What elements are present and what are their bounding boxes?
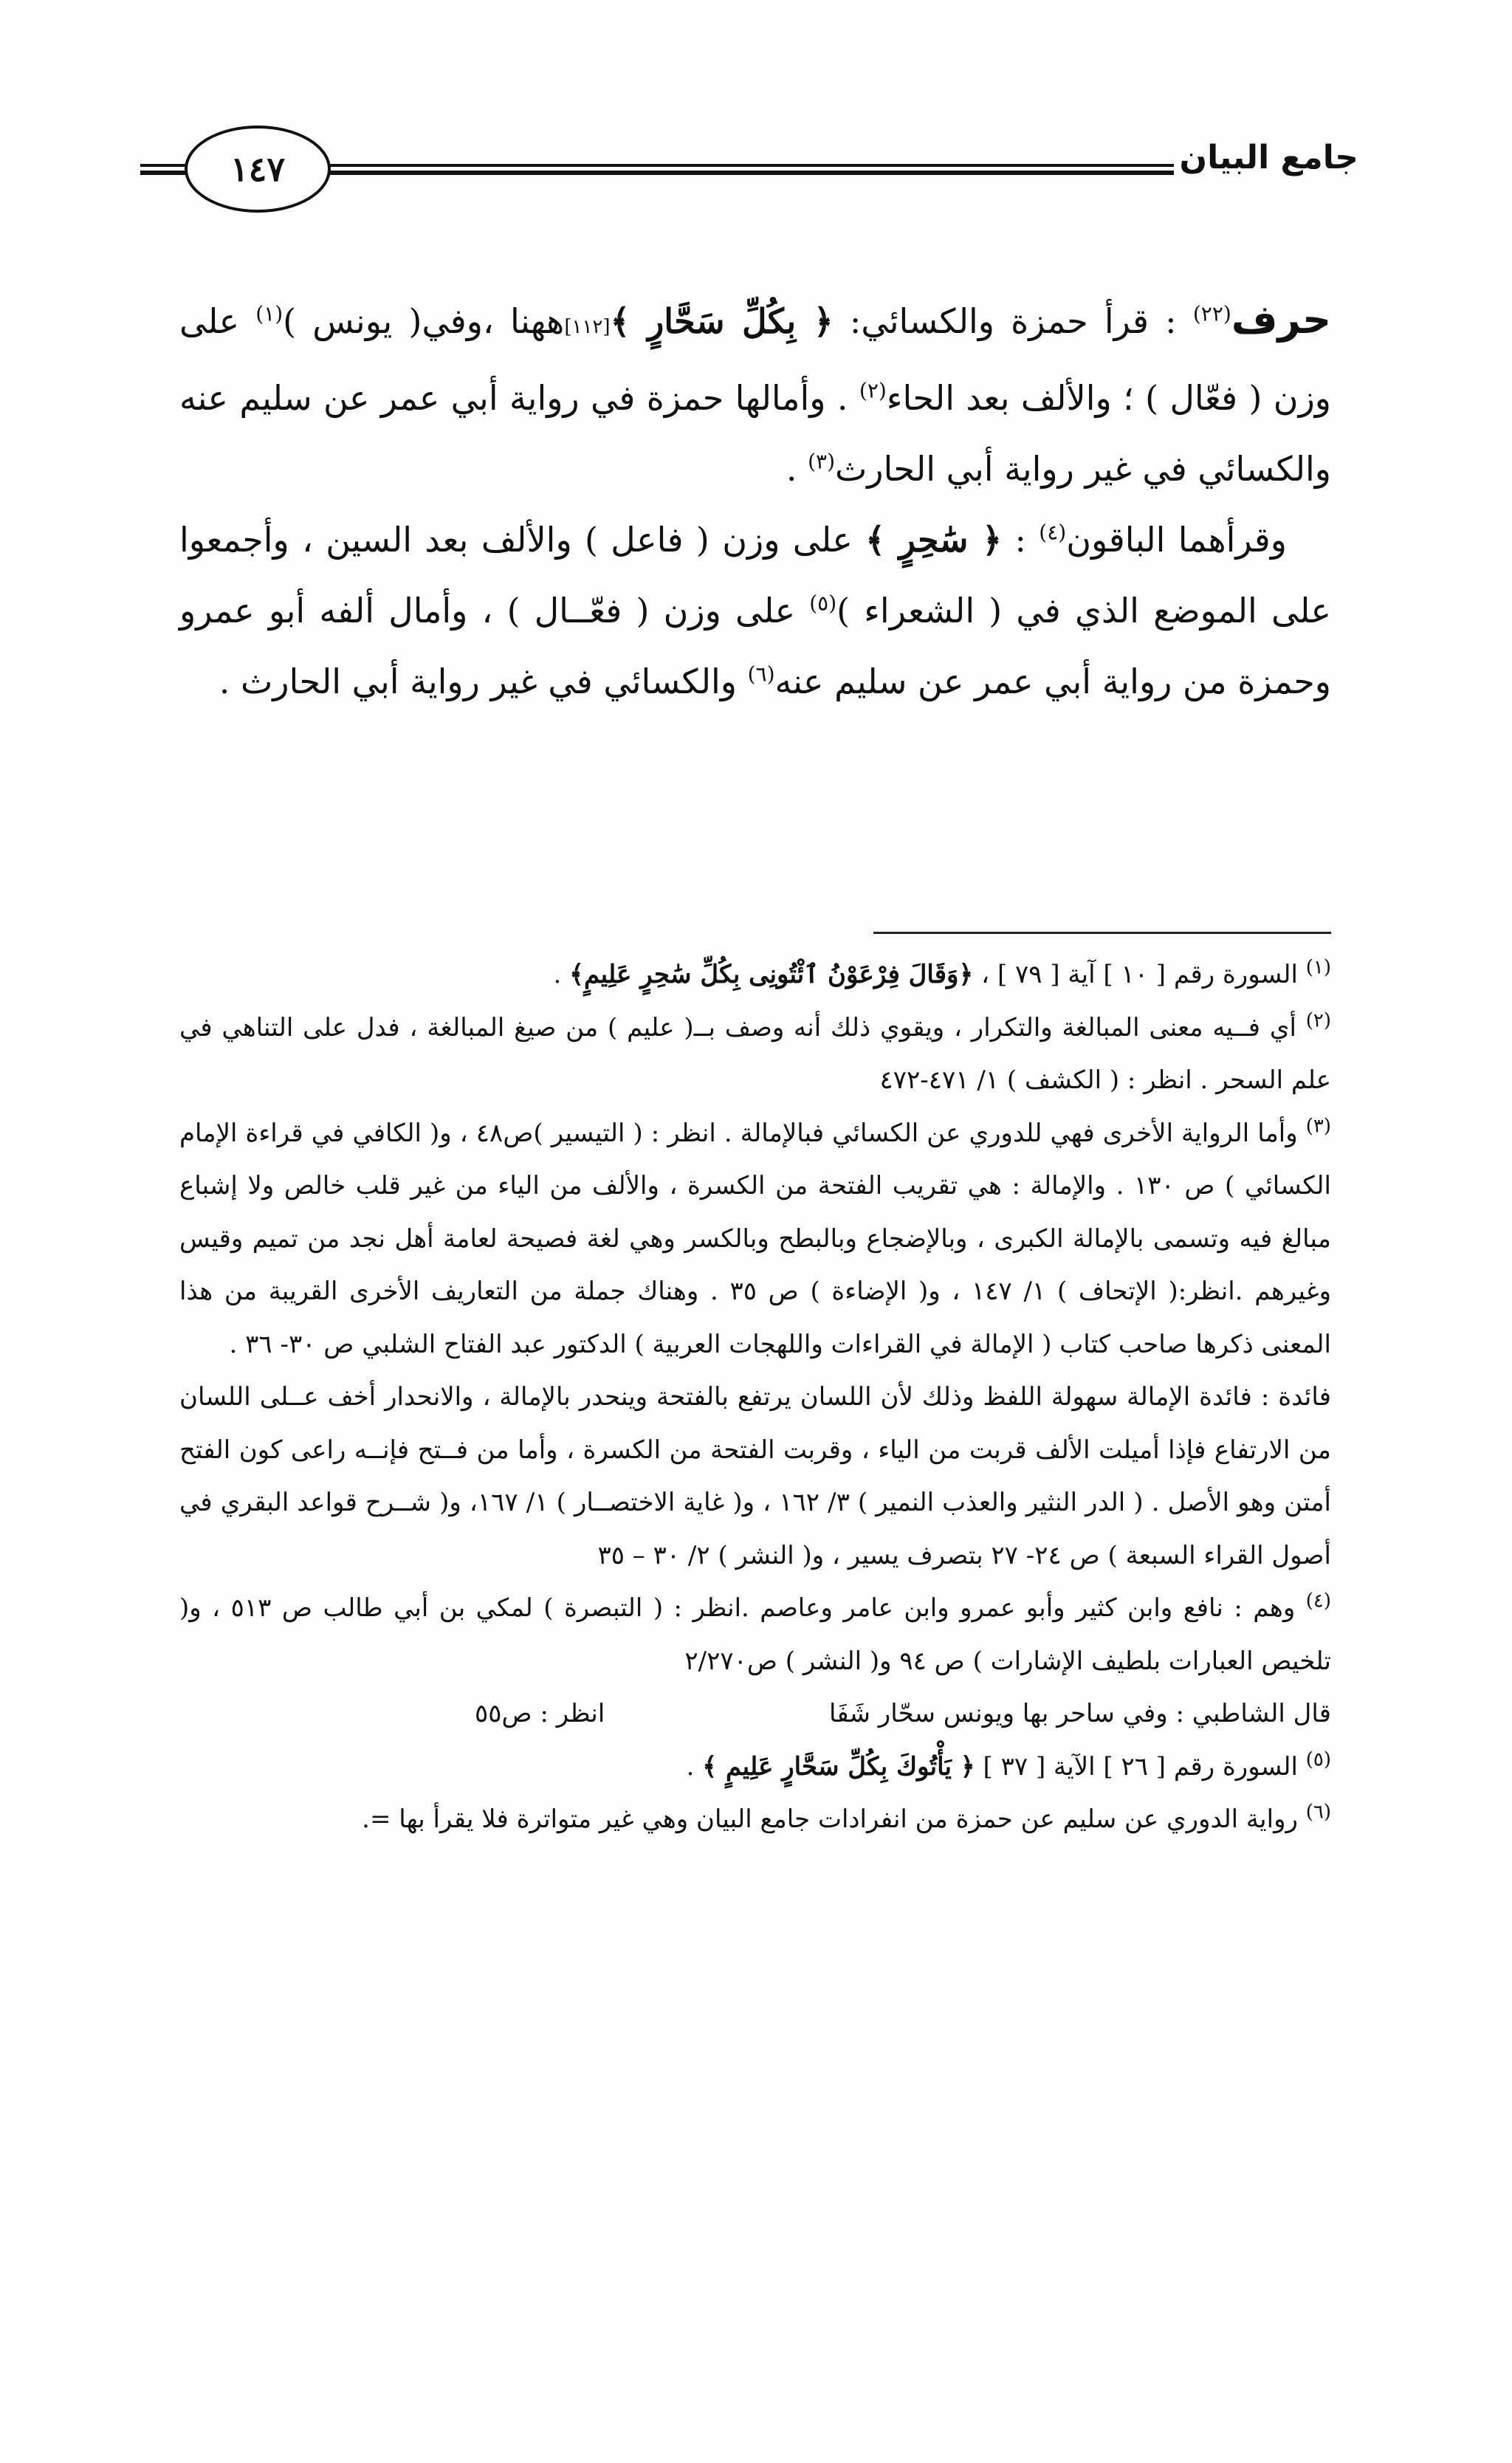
footnote-4-poem [179,1688,1331,1741]
footnote-text: رواية الدوري عن سليم عن حمزة من انفرادات جامع البيان وهي غير متواترة فلا يقرأ بها =. [362,1804,1298,1834]
footnotes [179,949,1331,1847]
p2-text-a: وقرأهما الباقون [1066,520,1287,560]
p2-text-d: على وزن ( فعّــال ) ، وأمال ألفه أبو عمرو وحمزة من رواية أبي عمر عن سليم عنه [179,591,1331,701]
p2-text-b: : [1014,520,1026,560]
p2-text-e: والكسائي في غير رواية أبي الحارث . [219,662,737,701]
p2-note-6: (٦) [747,662,775,687]
p1-text-d: . وأمالها حمزة في رواية أبي عمر عن سليم عنه والكسائي في غير رواية أبي الحارث [179,378,1331,489]
footnote-2 [179,1002,1331,1107]
footnote-mark: (٢) [1305,1009,1331,1032]
p1-text-e: . [786,449,797,489]
p1-note-2: (٢) [859,378,887,403]
footnote-5 [179,1741,1331,1794]
footnote-end: . [686,1751,695,1782]
footnote-mark: (٥) [1305,1748,1331,1771]
page-number-text: ١٤٧ [230,149,286,189]
footnote-divider [873,932,1331,934]
footnote-4 [179,1582,1331,1688]
p1-quran-a: ﴿ بِكُلِّ سَحَّارٍ ﴾ [610,301,834,341]
p2-note-5: (٥) [809,591,837,616]
footnote-mark: (٦) [1305,1801,1331,1824]
paragraph-1 [179,284,1331,504]
footnote-1 [179,949,1331,1002]
book-title: جامع البيان [1179,139,1358,176]
poem-text: قال الشاطبي : وفي ساحر بها ويونس سحّار شَفَا [828,1699,1331,1728]
p2-text-c: على وزن ( فاعل ) والألف بعد السين ، وأجمعوا على الموضع الذي في ( الشعراء ) [179,520,1331,631]
footnote-6 [179,1793,1331,1847]
paragraph-2 [179,504,1331,717]
harf-note: (٢٢) [1192,301,1231,326]
footnote-3 [179,1107,1331,1372]
p1-note-1: (١) [255,301,284,326]
footnote-mark: (٤) [1305,1590,1331,1612]
p1-verse-a: [١١٢] [564,316,611,338]
main-text [179,284,1331,717]
footnote-text: وهم : نافع وابن كثير وأبو عمرو وابن عامر وعاصم .انظر : ( التبصرة ) لمكي بن أبي طالب ص ٥١٣ ، و( تلخيص العبارات بلطيف الإشارات ) ص ٩٤ و( النشر ) ص٢/٢٧٠ [179,1593,1331,1676]
footnote-text: وأما الرواية الأخرى فهي للدوري عن الكسائي فبالإمالة . انظر : ( التيسير )ص٤٨ ، و( الكافي في قراءة الإمام الكسائي ) ص ١٣٠ . والإمالة : هي تقريب الفتحة من الكسرة ، والألف من الياء من غير قلب خالص ولا إشباع مبالغ فيه وتسمى بالإمالة الكبرى ، وبالإضجاع وبالبطح وبالكسر وهي لغة فصيحة لعامة أهل نجد من تميم وقيس وغيرهم .انظر:( الإتحاف ) ١/ ١٤٧ ، و( الإضاءة ) ص ٣٥ . وهناك جملة من التعاريف الأخرى القريبة من هذا المعنى ذكرها صاحب كتاب ( الإمالة في القراءات واللهجات العربية ) الدكتور عبد الفتاح الشلبي ص ٣٠- ٣٦ . [179,1118,1331,1359]
page-header [140,126,1358,214]
p1-text-b: ههنا ،وفي( يونس ) [283,301,565,341]
page-number [185,126,331,213]
poem-ref: انظر : ص٥٥ [475,1699,605,1728]
footnote-text: فائدة : فائدة الإمالة سهولة اللفظ وذلك لأن اللسان يرتفع بالفتحة وينحدر بالإمالة ، والانحدار أخف عــلى اللسان من الارتفاع فإذا أميلت الألف قربت من الياء ، وقربت الفتحة من الكسرة ، وأما من فــتح فإنــه راعى كون الفتح أمتن وهو الأصل . ( الدر النثير والعذب النمير ) ٣/ ١٦٢ ، و( غاية الاختصــار ) ١/ ١٦٧، و( شــرح قواعد البقري في أصول القراء السبعة ) ص ٢٤- ٢٧ بتصرف يسير ، و( النشر ) ٢/ ٣٠ – ٣٥ [179,1382,1331,1570]
footnote-quran: ﴿ يَأْتُوكَ بِكُلِّ سَحَّارٍ عَلِيمٍ ﴾ [702,1751,975,1782]
poem-line [475,1688,1331,1741]
footnote-end: . [553,960,562,989]
p1-text-c: على وزن ( فعّال ) ؛ والألف بعد الحاء [179,301,1331,418]
footnote-faida [179,1371,1331,1582]
footnote-text: السورة رقم [ ١٠ ] آية [ ٧٩ ] ، [981,960,1298,989]
footnote-quran: ﴿وَقَالَ فِرْعَوْنُ ٱئْتُونِى بِكُلِّ سَٰحِرٍ عَلِيمٍ﴾ [569,960,974,989]
footnote-mark: (١) [1305,956,1331,979]
p1-note-3: (٣) [808,449,835,474]
harf-label: حرف [1231,296,1332,343]
p2-note-4: (٤) [1039,520,1067,545]
footnote-mark: (٣) [1305,1115,1331,1138]
footnote-text: أي فــيه معنى المبالغة والتكرار ، ويقوي ذلك أنه وصف بــ( عليم ) من صيغ المبالغة ، فدل على التناهي في علم السحر . انظر : ( الكشف ) ١/ ٤٧١-٤٧٢ [179,1012,1331,1095]
p2-quran-a: ﴿ سَٰحِرٍ ﴾ [865,520,1003,560]
p1-text-a: : قرأ حمزة والكسائي: [849,301,1177,341]
footnote-text: السورة رقم [ ٢٦ ] الآية [ ٣٧ ] [983,1751,1298,1782]
